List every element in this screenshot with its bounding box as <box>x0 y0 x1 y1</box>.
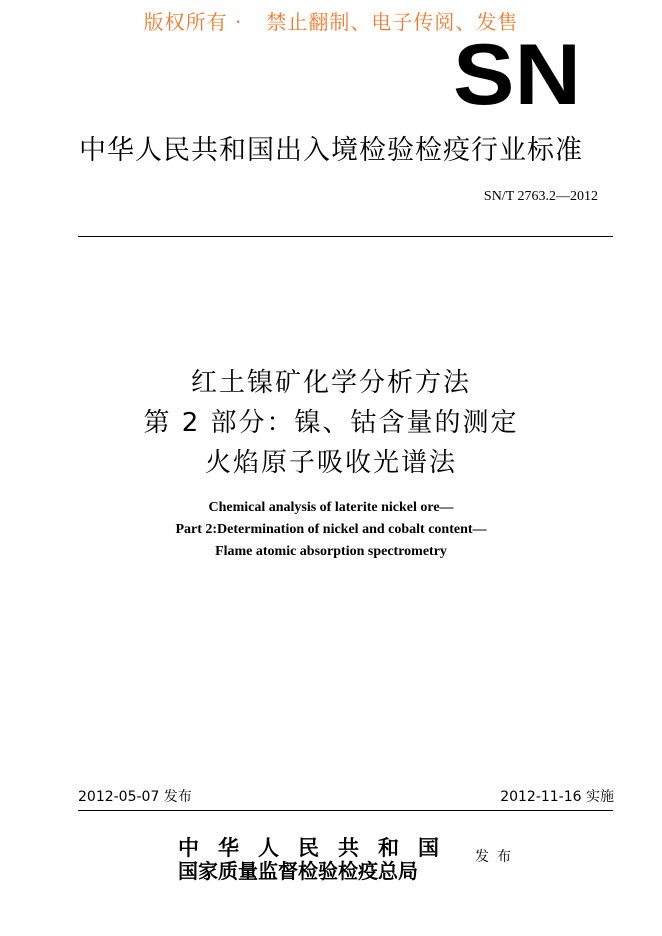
standard-category: 中华人民共和国出入境检验检疫行业标准 <box>79 135 583 166</box>
title-cn-line3: 火焰原子吸收光谱法 <box>204 448 457 478</box>
title-en-line2: Part 2:Determination of nickel and cobalt content— <box>175 522 487 537</box>
title-cn-line2: 第 2 部分：镍、钴含量的测定 <box>143 408 519 438</box>
header-divider <box>78 236 613 237</box>
title-en-line3: Flame atomic absorption spectrometry <box>215 544 447 559</box>
title-en-line1: Chemical analysis of laterite nickel ore— <box>208 500 454 515</box>
footer-divider <box>78 810 613 811</box>
title-cn-line1: 红土镍矿化学分析方法 <box>190 368 471 398</box>
issuer-action: 发布 <box>475 849 519 865</box>
implementation-date: 2012-11-16 实施 <box>500 789 614 805</box>
standard-number: SN/T 2763.2—2012 <box>483 189 598 204</box>
sn-logo-text: SN <box>453 40 581 108</box>
watermark-left-text: 版权所有 · <box>143 10 243 34</box>
issue-date: 2012-05-07 发布 <box>78 789 192 805</box>
issuer-agency: 国家质量监督检验检疫总局 <box>178 859 418 883</box>
copyright-watermark <box>0 6 662 35</box>
sn-logo <box>452 40 582 108</box>
watermark-right-text: 禁止翻制、电子传阅、发售 <box>266 10 519 34</box>
issuer-country: 中华人民共和国 <box>178 835 458 860</box>
